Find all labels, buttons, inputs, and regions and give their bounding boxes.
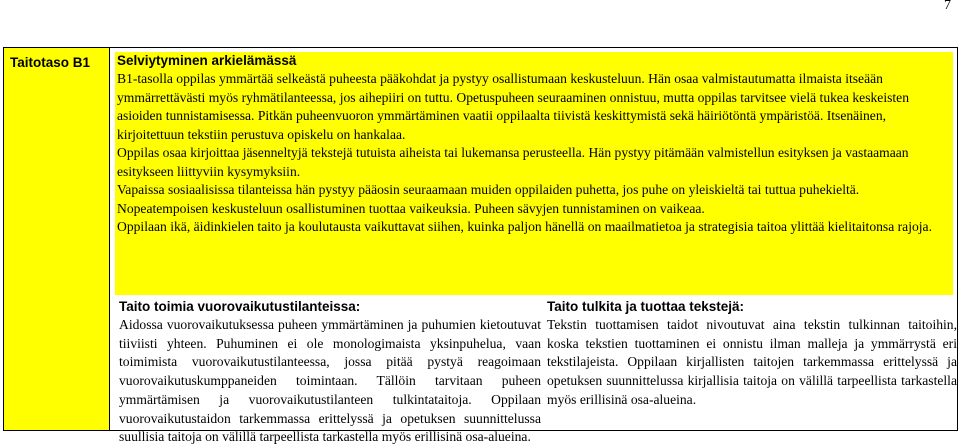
interaction-heading: Taito toimia vuorovaikutustilanteissa: bbox=[119, 299, 361, 314]
description-cell bbox=[110, 48, 958, 445]
interaction-skills-column bbox=[119, 298, 541, 447]
level-cell bbox=[4, 48, 110, 431]
paragraph-social: Vapaissa sosiaalisissa tilanteissa hän pystyy pääosin seuraamaan muiden oppilaiden puhetta, jos puhe on yleiskieltä tai tuttua puhekieltä. Nopeatempoisen keskusteluun osallistuminen tuottaa vaikeuksia. Puheen sävyjen tunnistaminen on vaikeaa. bbox=[117, 182, 860, 216]
highlighted-description bbox=[115, 52, 953, 295]
page-number: 7 bbox=[944, 0, 951, 13]
paragraph-general: B1-tasolla oppilas ymmärtää selkeästä puheesta pääkohdat ja pystyy osallistumaan keskusteluun. Hän osaa valmistautumatta ilmaista itseään ymmärrettävästi myös ryhmätilanteessa, jos aihepiiri on tuttu. Opetuspuheen seuraaminen onnistuu, mutta oppilas tarvitsee vielä tukea keskeisten asioiden tunnistamisessa. Pitkän puheenvuoron ymmärtäminen vaatii oppilaalta tiivistä keskittymistä sekä häiriötöntä ympäristöä. Itsenäinen, kirjoitettuun tekstiin perustuva opiskelu on hankalaa. bbox=[117, 71, 910, 142]
text-skills-heading: Taito tulkita ja tuottaa tekstejä: bbox=[547, 299, 745, 314]
text-skills-column bbox=[547, 298, 957, 410]
paragraph-background: Oppilaan ikä, äidinkielen taito ja koulutausta vaikuttavat siihen, kuinka paljon hänellä on maailmatietoa ja strategisia taitoa ylittää kielitaitonsa rajoja. bbox=[117, 219, 932, 234]
skill-level-table bbox=[3, 47, 958, 445]
interaction-text: Aidossa vuorovaikutuksessa puheen ymmärtäminen ja puhumien kietoutuvat tiiviisti yhteen. Puhuminen ei ole monologimaista yksinpuhelua, vaan toimimista vuorovaikutustilanteessa, jossa pitää pystyä reagoimaan vuorovaikutuskumppaneiden toimintaan. Tällöin tarvitaan puheen ymmärtämisen ja vuorovaikutustilanteen tulkintataitoja. Oppilaan vuorovaikutustaidon tarkemmassa erittelyssä ja opetuksen suunnittelussa suullisia taitoja on välillä tarpeellista tarkastella myös erillisinä osa-alueina. bbox=[119, 317, 541, 445]
section-title: Selviytyminen arkielämässä bbox=[117, 53, 297, 68]
text-skills-text: Tekstin tuottamisen taidot nivoutuvat aina tekstin tulkinnan taitoihin, koska tekstien tuottaminen ei onnistu ilman malleja ja ymmärrystä eri tekstilajeista. Oppilaan kirjallisten taitojen tarkemmassa erittelyssä ja opetuksen suunnittelussa kirjallisia taitoja on välillä tarpeellista tarkastella myös erillisinä osa-alueina. bbox=[547, 317, 957, 407]
level-label: Taitotaso B1 bbox=[10, 55, 91, 70]
paragraph-writing: Oppilas osaa kirjoittaa jäsenneltyjä tekstejä tutuista aiheista tai lukemansa perusteella. Hän pystyy pitämään valmistellun esityksen ja vastaamaan esitykseen liittyviin kysymyksiin. bbox=[117, 145, 909, 179]
